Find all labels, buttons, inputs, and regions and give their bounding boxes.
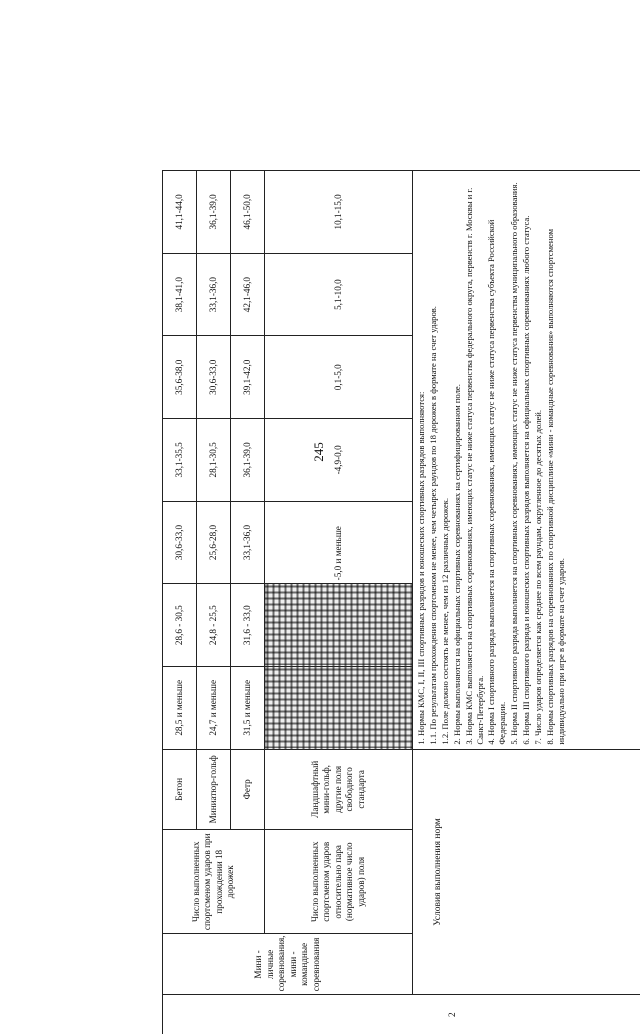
note-item: 5. Норма II спортивного разряда выполняется на спортивных соревнованиях, имеющих статус не ниже статуса первенства муниципального образования.	[509, 175, 520, 745]
value-cell: 33,1-35,5	[163, 419, 197, 502]
value-cell: 28,1-30,5	[197, 419, 231, 502]
norms-table	[162, 170, 640, 1034]
surface-name: Фетр	[231, 749, 265, 829]
value-cell: 10,1-15,0	[265, 171, 413, 254]
value-cell: 30,6-33,0	[197, 336, 231, 419]
criterion-relative-par: Число выполненных спортсменом ударов относительно пара (нормативное число ударов) поля	[265, 830, 413, 934]
surface-name: Бетон	[163, 749, 197, 829]
page-number: 245	[311, 442, 327, 462]
value-cell: 46,1-50,0	[231, 171, 265, 254]
value-cell: -4,9-0,0	[265, 419, 413, 502]
value-cell: 24,7 и меньше	[197, 666, 231, 749]
surface-name: Миниатюр-гольф	[197, 749, 231, 829]
value-cell: 35,6-38,0	[163, 336, 197, 419]
note-item: 6. Норма III спортивного разряда и юношеских спортивных разрядов выполняется на официальных спортивных соревнованиях любого статуса.	[521, 175, 532, 745]
conditions-notes	[413, 171, 640, 750]
value-cell: 33,1-36,0	[231, 501, 265, 584]
value-cell: 41,1-44,0	[163, 171, 197, 254]
value-cell: 31,5 и меньше	[231, 666, 265, 749]
value-cell: 5,1-10,0	[265, 253, 413, 336]
value-cell: 25,6-28,0	[197, 501, 231, 584]
note-item: 2. Нормы выполняются на официальных спортивных соревнованиях на сертифицированном поле.	[452, 175, 463, 745]
value-cell: -5,0 и меньше	[265, 501, 413, 584]
note-item: 4. Норма I спортивного разряда выполняется на спортивных соревнованиях, имеющих статус не ниже статуса первенства субъекта Российской Федерации.	[486, 175, 508, 745]
discipline-cell: Мини - личные соревнования, мини - командные соревнования	[163, 934, 413, 995]
criterion-strokes-18: Число выполненных спортсменом ударов при прохождении 18 дорожек	[163, 830, 265, 934]
rotated-norms-table	[162, 170, 640, 1034]
note-item: 8. Нормы спортивных разрядов на соревнованиях по спортивной дисциплине «мини - командные соревнования» выполняются спортсменом индивидуально при игре в формате на счет ударов.	[545, 175, 567, 745]
note-item: 7. Число ударов определяется как среднее по всем раундам, округленное до десятых долей.	[533, 175, 544, 745]
value-cell: 39,1-42,0	[231, 336, 265, 419]
value-cell: 33,1-36,0	[197, 253, 231, 336]
surface-name: Ландшафтный мини-гольф, другие поля свободного стандарта	[265, 749, 413, 829]
table-row	[265, 171, 413, 1034]
value-cell: 28,6 - 30,5	[163, 584, 197, 667]
value-cell: 24,8 - 25,5	[197, 584, 231, 667]
row-number: 2	[163, 995, 640, 1034]
value-cell: 0,1-5,0	[265, 336, 413, 419]
table-row	[163, 171, 197, 1034]
table-row	[413, 171, 640, 1034]
value-cell: 28,5 и меньше	[163, 666, 197, 749]
value-cell: 30,6-33,0	[163, 501, 197, 584]
value-cell: 31,6 - 33,0	[231, 584, 265, 667]
hatched-empty-cell	[265, 666, 413, 749]
value-cell: 36,1-39,0	[197, 171, 231, 254]
note-item: 1.1. По результатам прохождения спортсменом не менее, чем четырех раундов по 18 дорожек в формате на счет ударов.	[428, 175, 439, 745]
note-item: 3. Норма КМС выполняется на спортивных соревнованиях, имеющих статус не ниже статуса первенства федерального округа, первенств г. Москвы и г. Санкт-Петербурга.	[464, 175, 486, 745]
value-cell: 42,1-46,0	[231, 253, 265, 336]
conditions-title: Условия выполнения норм	[413, 749, 640, 995]
value-cell: 36,1-39,0	[231, 419, 265, 502]
hatched-empty-cell	[265, 584, 413, 667]
note-item: 1. Нормы КМС, I, II, III спортивных разрядов и юношеских спортивных разрядов выполняются:	[416, 175, 427, 745]
value-cell: 38,1-41,0	[163, 253, 197, 336]
note-item: 1.2. Поле должно состоять не менее, чем из 12 различных дорожек.	[440, 175, 451, 745]
